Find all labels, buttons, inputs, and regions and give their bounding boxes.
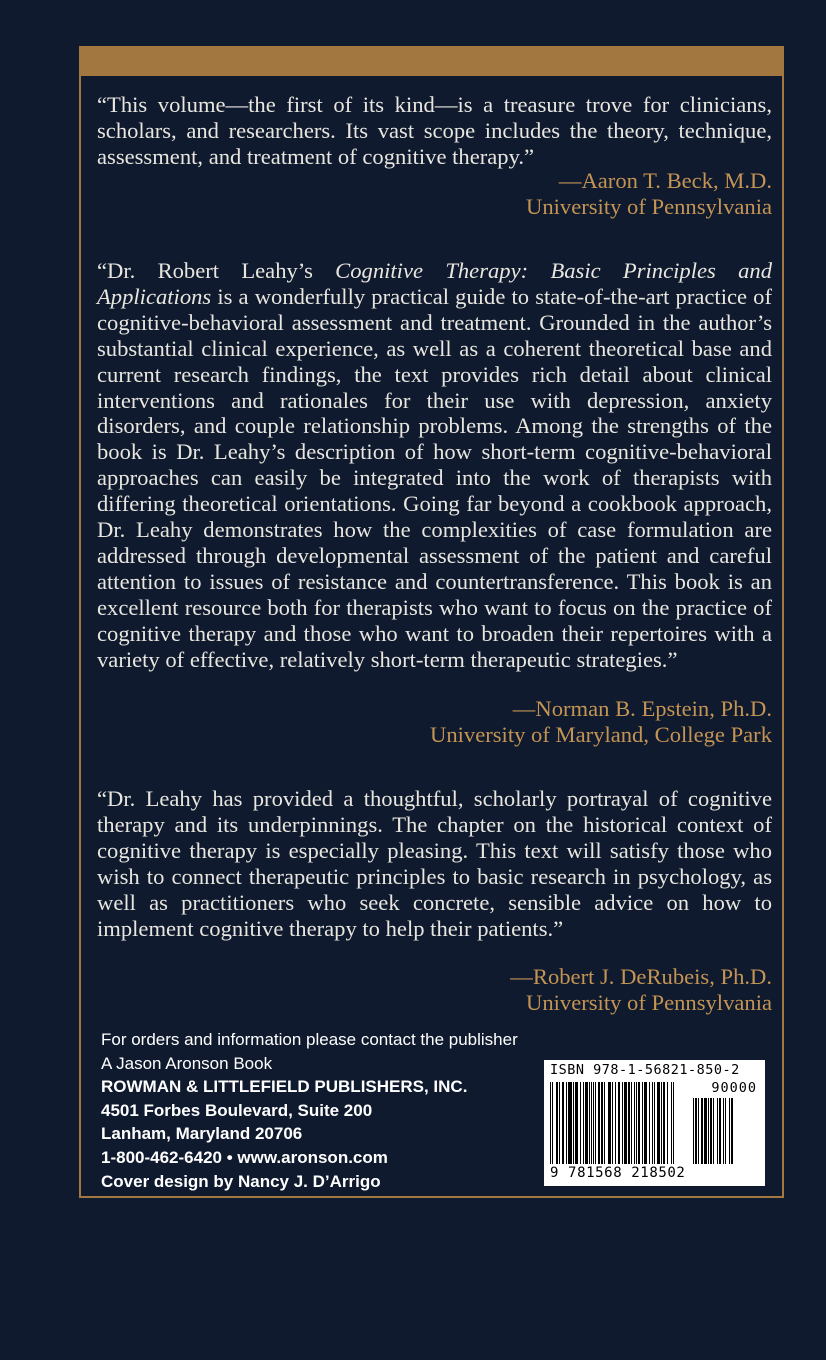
cover-design-credit: Cover design by Nancy J. D’Arrigo	[101, 1171, 381, 1191]
barcode-addon-bars	[693, 1098, 759, 1164]
isbn-barcode	[544, 1060, 765, 1186]
quote-3	[97, 786, 772, 941]
publisher-phone-web: 1-800-462-6420 • www.aronson.com	[101, 1147, 388, 1167]
quote-3-author: —Robert J. DeRubeis, Ph.D.	[510, 964, 772, 989]
quote-2-text-before: “Dr. Robert Leahy’s	[97, 258, 336, 283]
barcode-bars	[550, 1082, 690, 1164]
publisher-contact-line: For orders and information please contact the publisher	[101, 1030, 518, 1049]
isbn-label: ISBN 978-1-56821-850-2	[550, 1062, 740, 1078]
quote-3-affiliation: University of Pennsylvania	[526, 989, 772, 1015]
back-cover	[79, 46, 784, 1198]
quote-2-affiliation: University of Maryland, College Park	[430, 721, 772, 747]
publisher-info	[101, 1028, 518, 1193]
barcode-digits: 9 781568 218502	[550, 1165, 686, 1181]
quote-2-attribution	[430, 696, 772, 748]
quote-1	[97, 92, 772, 170]
quote-1-author: —Aaron T. Beck, M.D.	[558, 168, 772, 193]
quote-2	[97, 258, 772, 673]
quote-1-attribution	[526, 168, 772, 220]
price-code: 90000	[711, 1080, 757, 1096]
publisher-address: 4501 Forbes Boulevard, Suite 200	[101, 1100, 373, 1120]
quote-1-text: “This volume—the first of its kind—is a treasure trove for clinicians, scholars, and researchers. Its vast scope includes the theory, technique, assessment, and treatment of cognitive therapy.”	[97, 92, 772, 169]
quote-2-book-title: Cognitive Therapy: Basic Principles and Applications	[97, 258, 772, 309]
top-accent-band	[81, 48, 782, 76]
quote-2-text-after: is a wonderfully practical guide to state-of-the-art practice of cognitive-behavioral assessment and treatment. Grounded in the author’s substantial clinical experience, as well as a coherent theoretical base and current research findings, the text provides rich detail about clinical interventions and rationales for their use with depression, anxiety disorders, and couple relationship problems. Among the strengths of the book is Dr. Leahy’s description of how short-term cognitive-behavioral approaches can easily be integrated into the work of therapists with differing theoretical orientations. Going far beyond a cookbook approach, Dr. Leahy demonstrates how the complexities of case formulation are addressed through developmental assessment of the patient and careful attention to issues of resistance and countertransference. This book is an excellent resource both for therapists who want to focus on the practice of cognitive therapy and those who want to broaden their repertoires with a variety of effective, relatively short-term therapeutic strategies.”	[97, 283, 772, 672]
quote-3-text: “Dr. Leahy has provided a thoughtful, scholarly portrayal of cognitive therapy and its underpinnings. The chapter on the historical context of cognitive therapy is especially pleasing. This text will satisfy those who wish to connect therapeutic principles to basic research in psychology, as well as practitioners who seek concrete, sensible advice on how to implement cognitive therapy to help their patients.”	[97, 786, 772, 941]
publisher-name: ROWMAN & LITTLEFIELD PUBLISHERS, INC.	[101, 1077, 468, 1097]
publisher-city: Lanham, Maryland 20706	[101, 1124, 303, 1144]
publisher-imprint: A Jason Aronson Book	[101, 1053, 273, 1073]
quote-2-author: —Norman B. Epstein, Ph.D.	[512, 696, 772, 721]
quote-1-affiliation: University of Pennsylvania	[526, 193, 772, 219]
quote-3-attribution	[510, 964, 772, 1016]
